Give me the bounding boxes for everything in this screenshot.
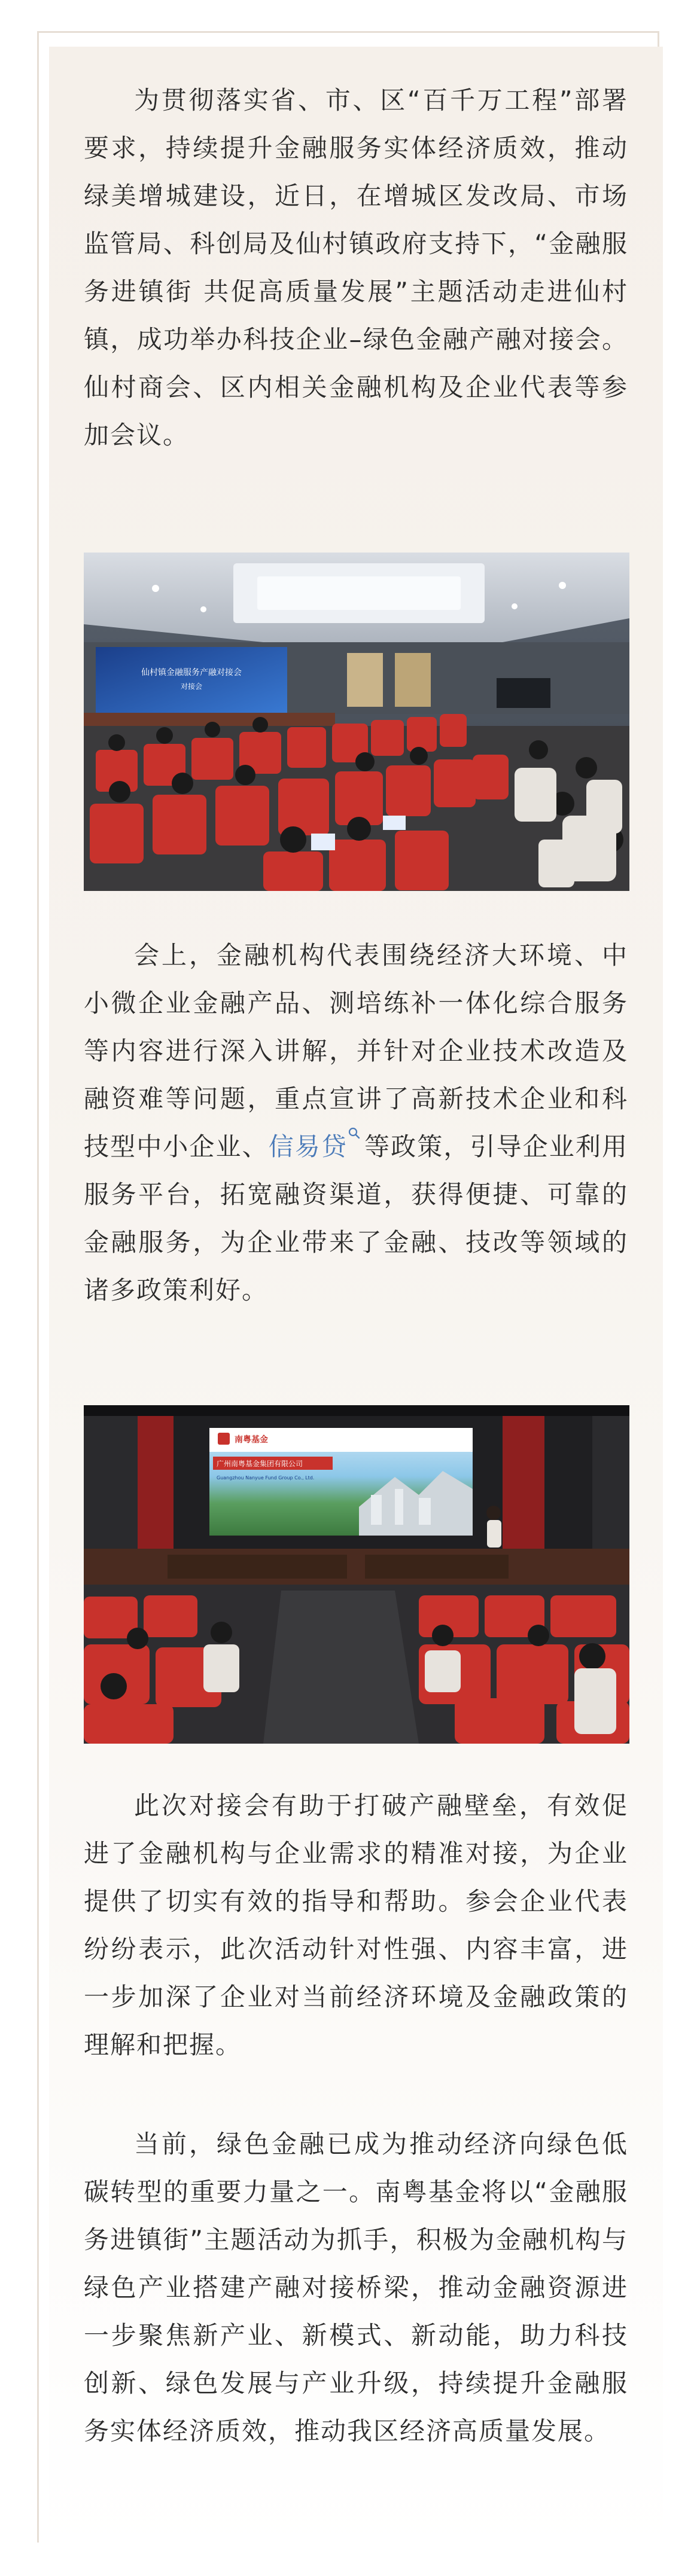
paragraph-meeting-content-part2: 等政策，引导企业利用服务平台，拓宽融资渠道，获得便捷、可靠的金融服务，为企业带来了金融、技改等领域的诸多政策利好。 [84,1132,628,1305]
photo1-screen-title: 仙村镇金融服务产融对接会 [141,668,242,677]
search-icon[interactable] [348,1123,364,1140]
paragraph-meeting-content [84,932,628,1314]
photo1-screen-subtitle: 对接会 [180,682,203,691]
paragraph-outcome: 此次对接会有助于打破产融壁垒，有效促进了金融机构与企业需求的精准对接，为企业提供了切实有效的指导和帮助。参会企业代表纷纷表示，此次活动针对性强、内容丰富，进一步加深了企业对当前经济环境及金融政策的理解和把握。 [84,1791,628,2059]
paragraph-outlook: 当前，绿色金融已成为推动经济向绿色低碳转型的重要力量之一。南粤基金将以“金融服务进镇街”主题活动为抓手，积极为金融机构与绿色产业搭建产融对接桥梁，推动金融资源进一步聚焦新产业、新模式、新动能，助力科技创新、绿色发展与产业升级，持续提升金融服务实体经济质效，推动我区经济高质量发展。 [84,2129,628,2446]
photo-conference-hall [84,553,629,891]
frame-border-left [37,31,39,2543]
xinyidai-link[interactable]: 信易贷 [268,1132,348,1161]
photo2-screen-company: 广州南粤基金集团有限公司 [217,1460,303,1468]
photo-presentation-stage [84,1405,629,1744]
photo2-screen-logo: 南粤基金 [235,1435,268,1445]
paragraph-intro: 为贯彻落实省、市、区“百千万工程”部署要求，持续提升金融服务实体经济质效，推动绿美增城建设，近日，在增城区发改局、市场监管局、科创局及仙村镇政府支持下，“金融服务进镇街 共促高质量发展”主题活动走进仙村镇，成功举办科技企业–绿色金融产融对接会。仙村商会、区内相关金融机构及企业代表等参加会议。 [84,86,628,450]
paragraph-meeting-content-part1: 会上，金融机构代表围绕经济大环境、中小微企业金融产品、测培练补一体化综合服务等内容进行深入讲解，并针对企业技术改造及融资难等问题，重点宣讲了高新技术企业和科技型中小企业、 [84,941,628,1161]
frame-border-top [37,31,659,33]
photo2-screen-company-en: Guangzhou Nanyue Fund Group Co., Ltd. [217,1475,315,1481]
